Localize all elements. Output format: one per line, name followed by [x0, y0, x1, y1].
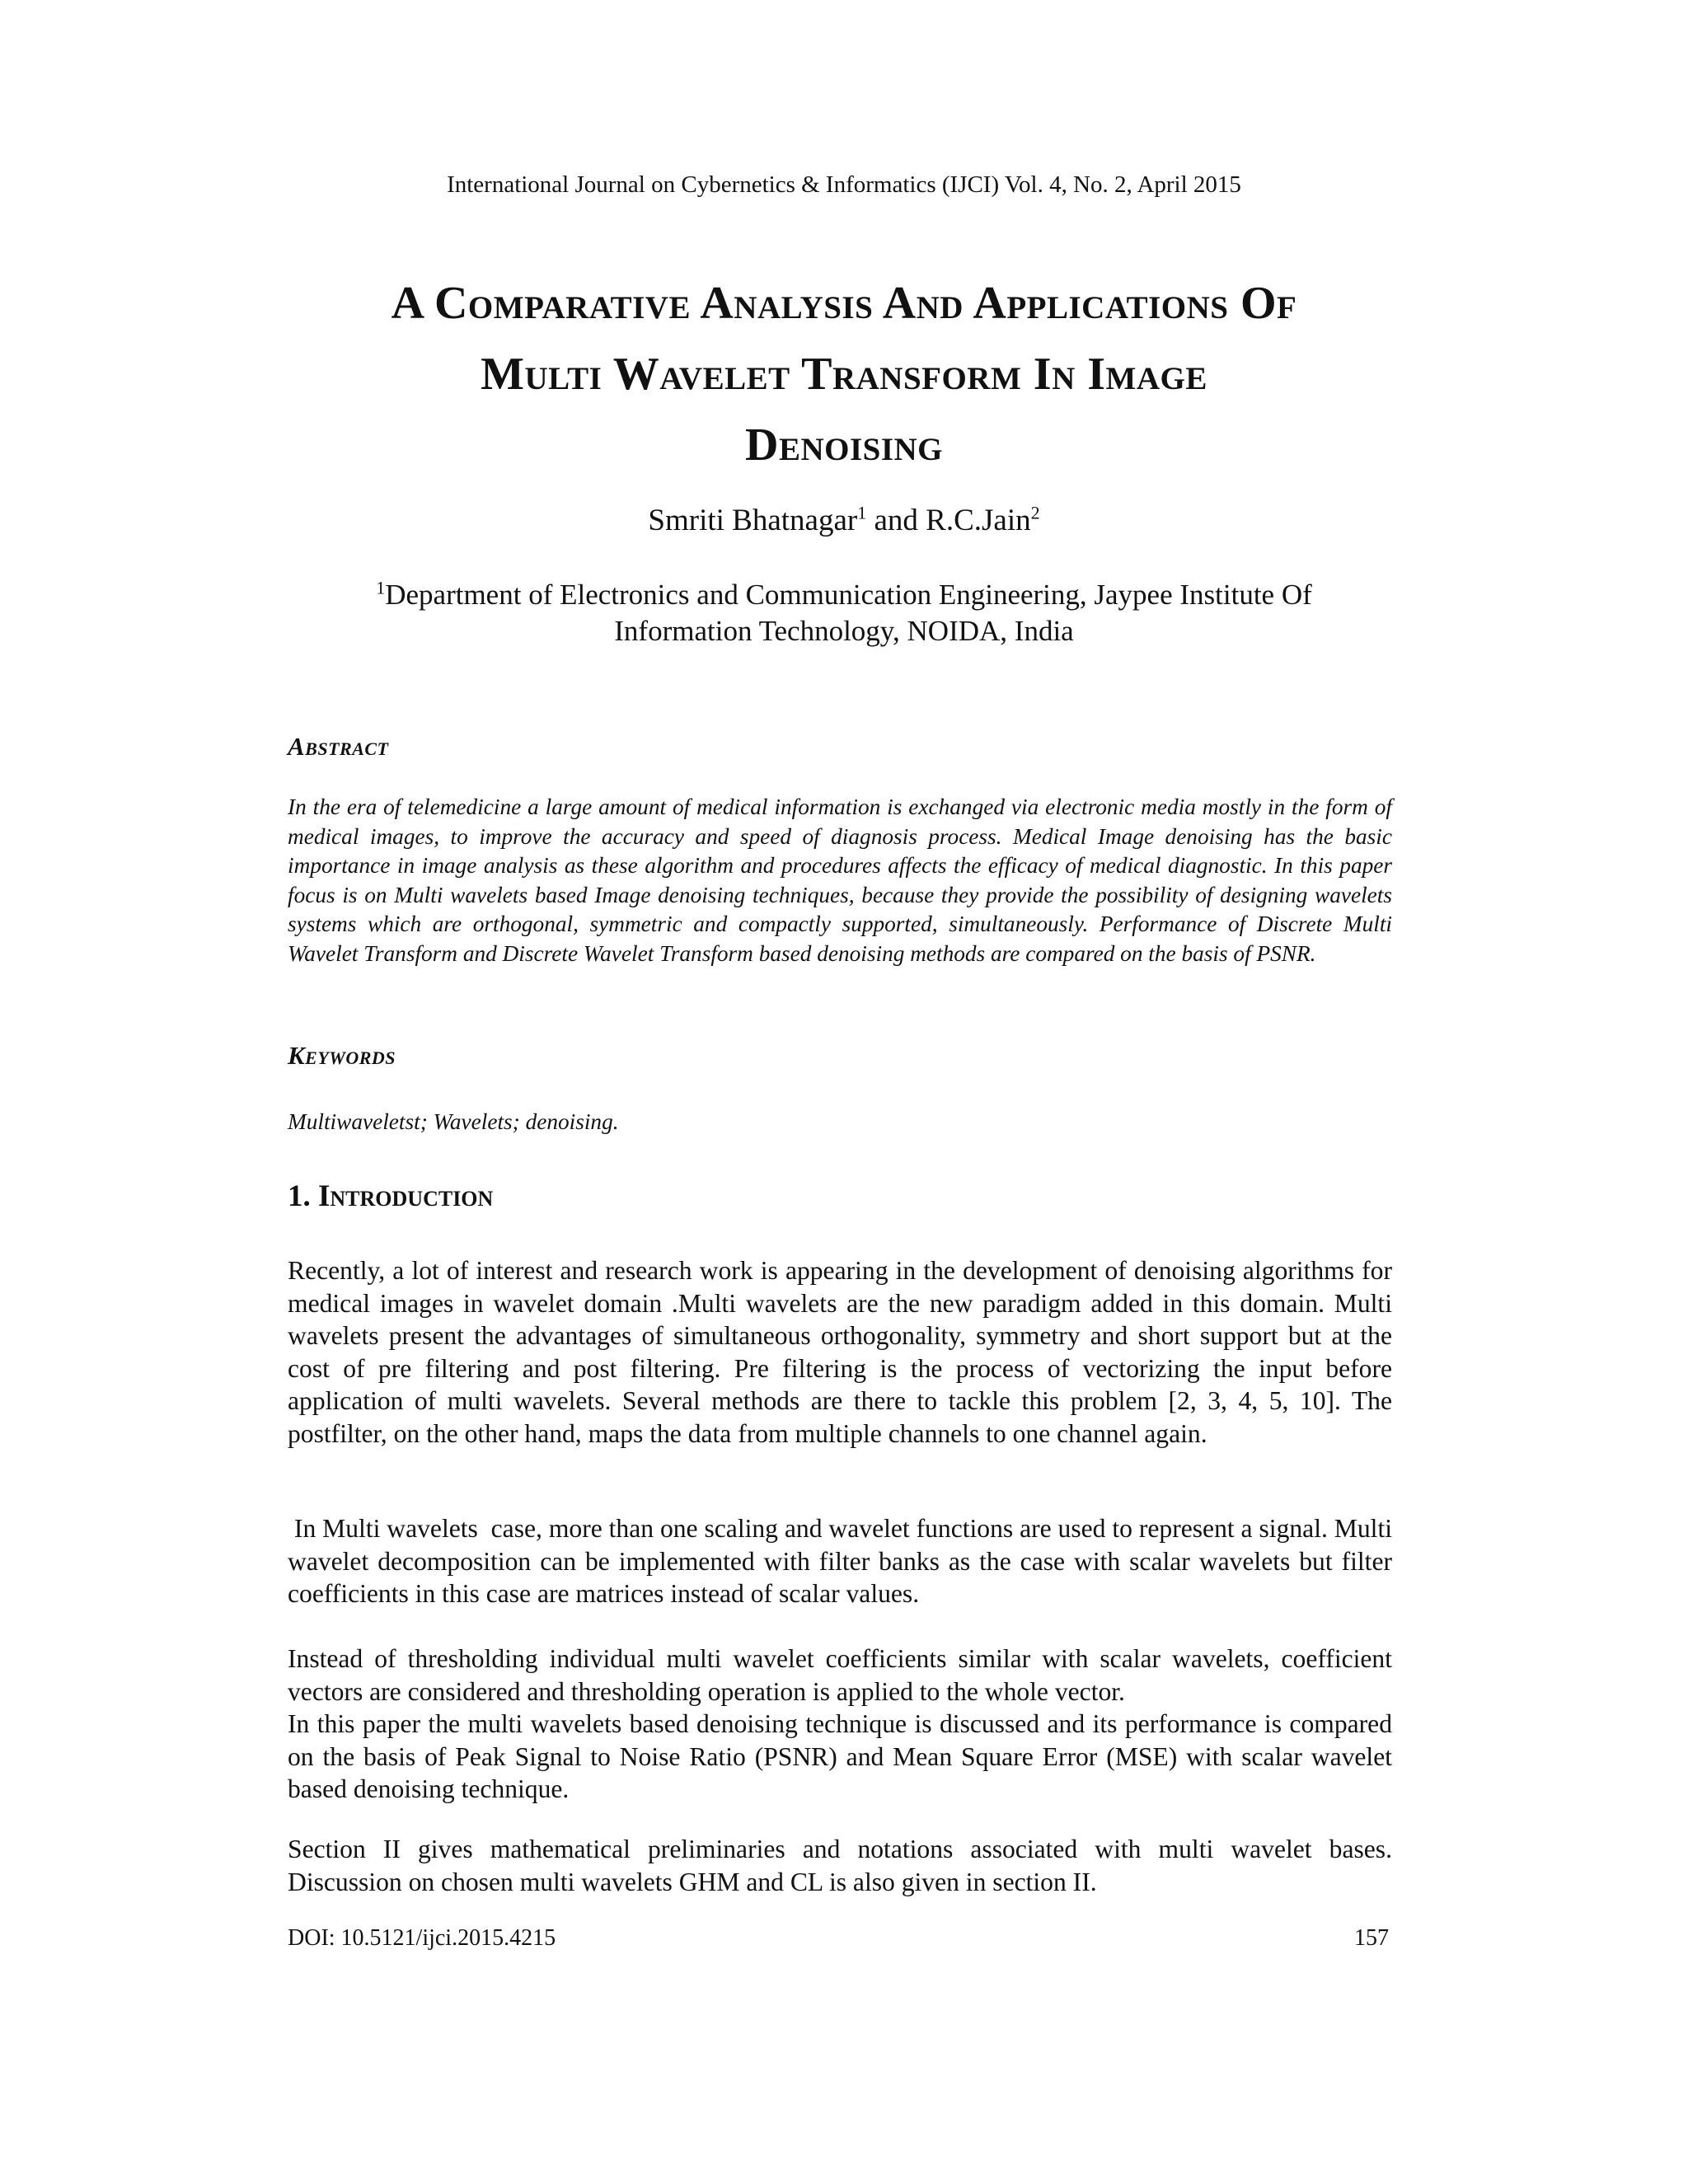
- abstract-text: In the era of telemedicine a large amount of medical information is exchanged via electronic media mostly in the form of medical images, to improve the accuracy and speed of diagnosis process. Medical Image denoising has the basic importance in image analysis as these algorithm and procedures affects the efficacy of medical diagnostic. In this paper focus is on Multi wavelets based Image denoising techniques, because they provide the possibility of designing wavelets systems which are orthogonal, symmetric and compactly supported, simultaneously. Performance of Discrete Multi Wavelet Transform and Discrete Wavelet Transform based denoising methods are compared on the basis of PSNR.: [288, 794, 1392, 966]
- intro-paragraph-1: Recently, a lot of interest and research work is appearing in the development of denoising algorithms for medical images in wavelet domain .Multi wavelets are the new paradigm added in this domain. Multi wavelets present the advantages of simultaneous orthogonality, symmetry and short support but at the cost of pre filtering and post filtering. Pre filtering is the process of vectorizing the input before application of multi wavelets. Several methods are there to tackle this problem [2, 3, 4, 5, 10]. The postfilter, on the other hand, maps the data from multiple channels to one channel again.: [288, 1256, 1392, 1448]
- keywords-heading: Keywords: [288, 1041, 396, 1070]
- author-1-name: Smriti Bhatnagar: [648, 504, 858, 537]
- intro-paragraph-3a: Instead of thresholding individual multi wavelet coefficients similar with scalar wavelets, coefficient vectors are considered and thresholding operation is applied to the whole vector.: [288, 1644, 1392, 1706]
- paper-title: [0, 268, 1688, 480]
- affiliation: [0, 577, 1688, 649]
- title-line-2: Multi Wavelet Transform In Image: [481, 349, 1207, 400]
- author-2-name: and R.C.Jain: [874, 504, 1031, 537]
- journal-header: International Journal on Cybernetics & Informatics (IJCI) Vol. 4, No. 2, April 2015: [447, 171, 1241, 198]
- abstract-heading: Abstract: [288, 732, 389, 761]
- intro-paragraph-2: In Multi wavelets case, more than one scaling and wavelet functions are used to represent a signal. Multi wavelet decomposition can be implemented with filter banks as the case with scalar wavelets but filter coefficients in this case are matrices instead of scalar values.: [288, 1514, 1399, 1608]
- title-line-3: Denoising: [745, 419, 943, 471]
- author-1-affil-mark: 1: [857, 502, 867, 523]
- doi-footer: DOI: 10.5121/ijci.2015.4215: [288, 1925, 556, 1951]
- introduction-heading: 1. Introduction: [288, 1179, 494, 1213]
- intro-paragraph-3b: In this paper the multi wavelets based denoising technique is discussed and its performance is compared on the basis of Peak Signal to Noise Ratio (PSNR) and Mean Square Error (MSE) with scalar wavelet based denoising technique.: [288, 1709, 1392, 1803]
- affiliation-mark: 1: [376, 577, 386, 598]
- affiliation-text-1: Department of Electronics and Communication Engineering, Jaypee Institute Of: [385, 579, 1312, 611]
- title-line-1: A Comparative Analysis And Applications Of: [391, 278, 1297, 329]
- author-2-affil-mark: 2: [1030, 502, 1040, 523]
- keywords-text: Multiwaveletst; Wavelets; denoising.: [288, 1109, 619, 1134]
- page-number: 157: [1354, 1925, 1389, 1951]
- intro-paragraph-3: [288, 1643, 1392, 1806]
- affiliation-line-1: [0, 577, 1688, 613]
- affiliation-line-2: Information Technology, NOIDA, India: [614, 615, 1074, 647]
- intro-paragraph-4: Section II gives mathematical preliminaries and notations associated with multi wavelet bases. Discussion on chosen multi wavelets GHM and CL is also given in section II.: [288, 1835, 1392, 1896]
- authors: [0, 503, 1688, 538]
